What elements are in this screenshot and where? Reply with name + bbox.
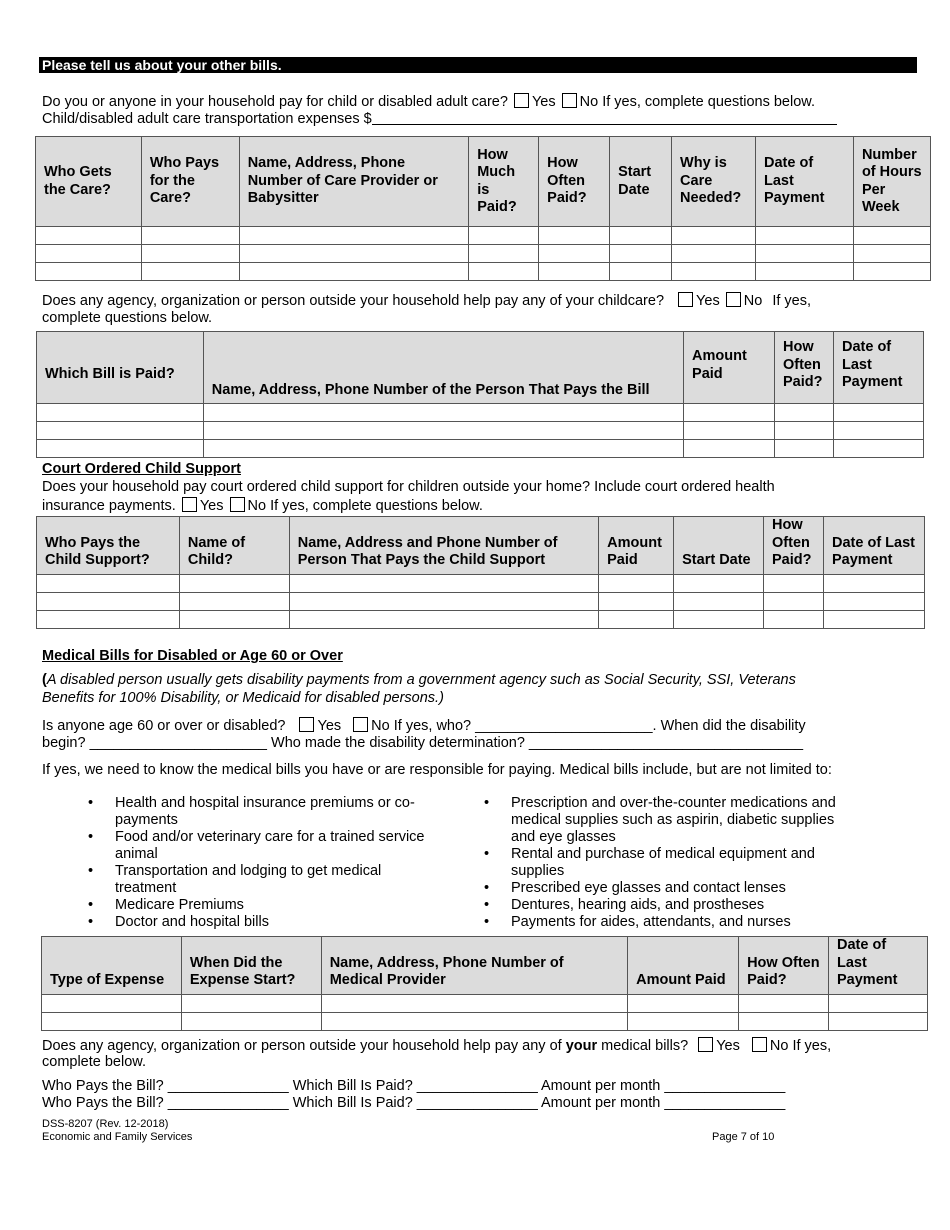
medical-heading: Medical Bills for Disabled or Age 60 or Over (42, 648, 343, 664)
table-row[interactable] (37, 592, 925, 610)
table-row[interactable] (42, 1012, 928, 1030)
medical-list-right (511, 795, 841, 931)
agency-medical-q-bold: your (565, 1038, 598, 1054)
childcare-no-checkbox[interactable] (562, 93, 577, 108)
if-yes-label: If yes, (772, 293, 811, 309)
table-row[interactable] (36, 227, 931, 245)
yes-label: Yes (716, 1038, 740, 1054)
header-amount-paid: Amount Paid (628, 937, 739, 995)
header-payer-info: Name, Address, Phone Number of the Person That Pays the Bill (203, 332, 683, 404)
no-label: No If yes, complete questions below. (247, 498, 483, 514)
medical-list-left (115, 795, 445, 931)
header-how-often: How Often Paid? (739, 937, 829, 995)
list-item: • Prescription and over-the-counter medications and medical supplies such as aspirin, diabetic supplies and eye glasses (511, 795, 841, 846)
header-hours-per-week: Number of Hours Per Week (853, 137, 930, 227)
section-banner: Please tell us about your other bills. (39, 57, 917, 73)
childcare-question: Do you or anyone in your household pay for child or disabled adult care? (42, 94, 508, 110)
table-row[interactable] (37, 610, 925, 628)
list-item: • Health and hospital insurance premiums or co-payments (115, 795, 445, 829)
header-start-date: Start Date (674, 517, 764, 575)
agency-childcare-line (42, 292, 811, 310)
department-name: Economic and Family Services (42, 1131, 193, 1143)
header-which-bill: Which Bill is Paid? (37, 332, 204, 404)
header-who-pays: Who Pays for the Care? (141, 137, 239, 227)
table-row[interactable] (36, 263, 931, 281)
agency-medical-q-a: Does any agency, organization or person outside your household help pay any of (42, 1038, 566, 1054)
list-item: • Rental and purchase of medical equipment and supplies (511, 846, 841, 880)
table-row[interactable] (37, 440, 924, 458)
list-item: • Food and/or veterinary care for a trained service animal (115, 829, 445, 863)
header-name-of-child: Name of Child? (179, 517, 289, 575)
transport-line (42, 111, 837, 128)
medical-table (41, 936, 928, 1031)
list-item: • Doctor and hospital bills (115, 914, 445, 931)
child-support-no-checkbox[interactable] (230, 497, 245, 512)
table-row[interactable] (37, 404, 924, 422)
agency-medical-q-b: medical bills? (597, 1038, 689, 1054)
childcare-table (35, 136, 931, 281)
agency-childcare-question: Does any agency, organization or person outside your household help pay any of your childcare? (42, 293, 665, 309)
medical-q2-line: begin? ______________________ Who made the disability determination? __________________________________ (42, 735, 804, 751)
no-label: No If yes, (769, 1038, 832, 1054)
agency-childcare-no-checkbox[interactable] (726, 292, 741, 307)
table-row[interactable] (36, 245, 931, 263)
yes-label: Yes (317, 718, 342, 734)
medical-italic-line2: Benefits for 100% Disability, or Medicaid for disabled persons.) (42, 690, 444, 706)
header-last-payment: Date of Last Payment (824, 517, 925, 575)
child-support-line2 (42, 497, 483, 515)
transport-amount-field[interactable] (372, 111, 837, 125)
header-why-care: Why is Care Needed? (672, 137, 756, 227)
header-medical-provider: Name, Address, Phone Number of Medical Provider (321, 937, 627, 995)
child-support-yes-checkbox[interactable] (182, 497, 197, 512)
header-amount-paid: Amount Paid (684, 332, 775, 404)
header-how-much: How Much is Paid? (469, 137, 539, 227)
agency-childcare-yes-checkbox[interactable] (678, 292, 693, 307)
transport-label: Child/disabled adult care transportation expenses $ (42, 111, 372, 127)
header-amount-paid: Amount Paid (599, 517, 674, 575)
childcare-yes-checkbox[interactable] (514, 93, 529, 108)
agency-medical-line (42, 1037, 831, 1055)
child-support-heading: Court Ordered Child Support (42, 461, 241, 477)
form-number: DSS-8207 (Rev. 12-2018) (42, 1118, 169, 1130)
medical-yes-checkbox[interactable] (299, 717, 314, 732)
agency-childcare-table (36, 331, 924, 458)
medical-no-checkbox[interactable] (353, 717, 368, 732)
no-label: No (743, 293, 763, 309)
header-how-often: How Often Paid? (764, 517, 824, 575)
table-row[interactable] (42, 994, 928, 1012)
agency-medical-yes-checkbox[interactable] (698, 1037, 713, 1052)
yes-label: Yes (531, 94, 556, 110)
medical-intro: If yes, we need to know the medical bills you have or are responsible for paying. Medical bills include, but are not limited to: (42, 762, 832, 778)
table-row[interactable] (37, 422, 924, 440)
payer-row-1[interactable]: Who Pays the Bill? _______________ Which Bill Is Paid? _______________ Amount per month _______________ (42, 1078, 786, 1094)
list-item: • Dentures, hearing aids, and prostheses (511, 897, 841, 914)
page-number: Page 7 of 10 (712, 1131, 775, 1143)
no-label: No If yes, complete questions below. (579, 94, 815, 110)
yes-label: Yes (199, 498, 224, 514)
yes-label: Yes (696, 293, 720, 309)
header-how-often: How Often Paid? (775, 332, 834, 404)
header-type-of-expense: Type of Expense (42, 937, 182, 995)
childcare-question-line (42, 93, 815, 111)
header-how-often: How Often Paid? (539, 137, 610, 227)
header-last-payment: Date of Last Payment (833, 332, 923, 404)
header-last-payment: Date of Last Payment (829, 937, 928, 995)
medical-italic-line1: (A disabled person usually gets disability payments from a government agency such as Social Security, SSI, Veterans (42, 672, 796, 688)
child-support-line1: Does your household pay court ordered child support for children outside your home? Include court ordered health (42, 479, 775, 495)
header-start-date: Start Date (610, 137, 672, 227)
medical-q1-line (42, 717, 806, 735)
agency-medical-line2: complete below. (42, 1054, 146, 1070)
header-expense-start: When Did the Expense Start? (181, 937, 321, 995)
medical-q1-rest: No If yes, who? ______________________. When did the disability (371, 718, 806, 734)
child-support-line2-text: insurance payments. (42, 498, 176, 514)
header-last-payment: Date of Last Payment (756, 137, 854, 227)
list-item: • Transportation and lodging to get medical treatment (115, 863, 445, 897)
header-payer-info: Name, Address and Phone Number of Person That Pays the Child Support (289, 517, 598, 575)
table-row[interactable] (37, 574, 925, 592)
list-item: • Prescribed eye glasses and contact lenses (511, 880, 841, 897)
agency-childcare-line2: complete questions below. (42, 310, 213, 326)
header-care-provider: Name, Address, Phone Number of Care Provider or Babysitter (239, 137, 469, 227)
agency-medical-no-checkbox[interactable] (752, 1037, 767, 1052)
header-who-pays-support: Who Pays the Child Support? (37, 517, 180, 575)
medical-q1-text: Is anyone age 60 or over or disabled? (42, 718, 286, 734)
payer-row-2[interactable]: Who Pays the Bill? _______________ Which Bill Is Paid? _______________ Amount per month _______________ (42, 1095, 786, 1111)
list-item: • Payments for aides, attendants, and nurses (511, 914, 841, 931)
medical-italic-text1: A disabled person usually gets disability payments from a government agency such as Social Security, SSI, Veterans (46, 672, 796, 688)
header-who-gets-care: Who Gets the Care? (36, 137, 142, 227)
list-item: • Medicare Premiums (115, 897, 445, 914)
child-support-table (36, 516, 925, 629)
